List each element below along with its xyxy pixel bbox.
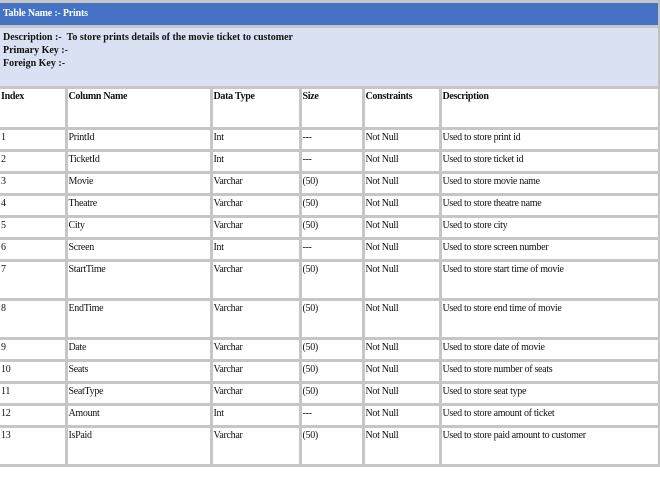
cell-column-name: Seats: [66, 361, 211, 383]
cell-size: (50): [300, 173, 363, 195]
cell-column-name: TicketId: [66, 151, 211, 173]
cell-description: Used to store start time of movie: [440, 261, 660, 300]
cell-data-type: Int: [211, 129, 300, 151]
cell-data-type: Varchar: [211, 427, 300, 466]
cell-size: (50): [300, 195, 363, 217]
cell-index: 13: [0, 427, 66, 466]
cell-index: 6: [0, 239, 66, 261]
table-row: [0, 129, 660, 151]
cell-description: Used to store end time of movie: [440, 300, 660, 339]
cell-size: (50): [300, 427, 363, 466]
table-row: [0, 261, 660, 300]
cell-constraints: Not Null: [363, 300, 440, 339]
header-constraints: Constraints: [363, 89, 440, 129]
cell-data-type: Int: [211, 151, 300, 173]
cell-data-type: Varchar: [211, 217, 300, 239]
cell-size: (50): [300, 300, 363, 339]
cell-constraints: Not Null: [363, 195, 440, 217]
cell-column-name: Amount: [66, 405, 211, 427]
cell-column-name: IsPaid: [66, 427, 211, 466]
cell-constraints: Not Null: [363, 339, 440, 361]
cell-column-name: StartTime: [66, 261, 211, 300]
cell-description: Used to store screen number: [440, 239, 660, 261]
cell-index: 12: [0, 405, 66, 427]
table-row: [0, 361, 660, 383]
cell-description: Used to store city: [440, 217, 660, 239]
cell-index: 2: [0, 151, 66, 173]
table-row: [0, 239, 660, 261]
cell-index: 9: [0, 339, 66, 361]
cell-size: (50): [300, 339, 363, 361]
cell-size: (50): [300, 217, 363, 239]
cell-column-name: PrintId: [66, 129, 211, 151]
header-row: [0, 89, 660, 129]
cell-description: Used to store seat type: [440, 383, 660, 405]
description-label: Description :-: [3, 32, 62, 43]
cell-data-type: Varchar: [211, 339, 300, 361]
table-row: [0, 427, 660, 466]
cell-constraints: Not Null: [363, 129, 440, 151]
cell-description: Used to store ticket id: [440, 151, 660, 173]
cell-description: Used to store paid amount to customer: [440, 427, 660, 466]
cell-data-type: Varchar: [211, 300, 300, 339]
cell-data-type: Varchar: [211, 195, 300, 217]
description-line: [3, 31, 655, 44]
cell-constraints: Not Null: [363, 261, 440, 300]
header-data-type: Data Type: [211, 89, 300, 129]
table-name-title: Table Name :- Prints: [0, 0, 658, 28]
cell-index: 3: [0, 173, 66, 195]
cell-constraints: Not Null: [363, 383, 440, 405]
cell-description: Used to store print id: [440, 129, 660, 151]
cell-index: 1: [0, 129, 66, 151]
table-row: [0, 339, 660, 361]
cell-size: ---: [300, 405, 363, 427]
cell-index: 7: [0, 261, 66, 300]
table-row: [0, 195, 660, 217]
table-row: [0, 300, 660, 339]
primary-key-label: Primary Key :-: [3, 45, 68, 56]
cell-index: 5: [0, 217, 66, 239]
cell-index: 8: [0, 300, 66, 339]
table-row: [0, 217, 660, 239]
cell-column-name: Date: [66, 339, 211, 361]
cell-constraints: Not Null: [363, 361, 440, 383]
foreign-key-label: Foreign Key :-: [3, 58, 66, 69]
cell-description: Used to store amount of ticket: [440, 405, 660, 427]
cell-column-name: SeatType: [66, 383, 211, 405]
cell-column-name: Screen: [66, 239, 211, 261]
cell-size: ---: [300, 151, 363, 173]
cell-index: 10: [0, 361, 66, 383]
cell-description: Used to store movie name: [440, 173, 660, 195]
table-row: [0, 383, 660, 405]
cell-constraints: Not Null: [363, 427, 440, 466]
cell-index: 11: [0, 383, 66, 405]
description-value: To store prints details of the movie ticket to customer: [66, 32, 293, 43]
cell-column-name: EndTime: [66, 300, 211, 339]
cell-column-name: City: [66, 217, 211, 239]
cell-description: Used to store theatre name: [440, 195, 660, 217]
cell-constraints: Not Null: [363, 405, 440, 427]
cell-constraints: Not Null: [363, 217, 440, 239]
cell-description: Used to store number of seats: [440, 361, 660, 383]
cell-data-type: Int: [211, 405, 300, 427]
cell-data-type: Varchar: [211, 173, 300, 195]
header-description: Description: [440, 89, 660, 129]
cell-column-name: Theatre: [66, 195, 211, 217]
cell-size: ---: [300, 239, 363, 261]
table-row: [0, 405, 660, 427]
table-metadata: [0, 28, 658, 89]
cell-data-type: Varchar: [211, 361, 300, 383]
cell-size: (50): [300, 361, 363, 383]
cell-constraints: Not Null: [363, 239, 440, 261]
cell-index: 4: [0, 195, 66, 217]
cell-size: (50): [300, 261, 363, 300]
table-row: [0, 151, 660, 173]
cell-data-type: Varchar: [211, 383, 300, 405]
cell-description: Used to store date of movie: [440, 339, 660, 361]
cell-constraints: Not Null: [363, 151, 440, 173]
cell-size: ---: [300, 129, 363, 151]
cell-constraints: Not Null: [363, 173, 440, 195]
schema-table: [0, 89, 660, 467]
cell-size: (50): [300, 383, 363, 405]
cell-column-name: Movie: [66, 173, 211, 195]
header-column-name: Column Name: [66, 89, 211, 129]
cell-data-type: Int: [211, 239, 300, 261]
cell-data-type: Varchar: [211, 261, 300, 300]
table-row: [0, 173, 660, 195]
header-index: Index: [0, 89, 66, 129]
header-size: Size: [300, 89, 363, 129]
